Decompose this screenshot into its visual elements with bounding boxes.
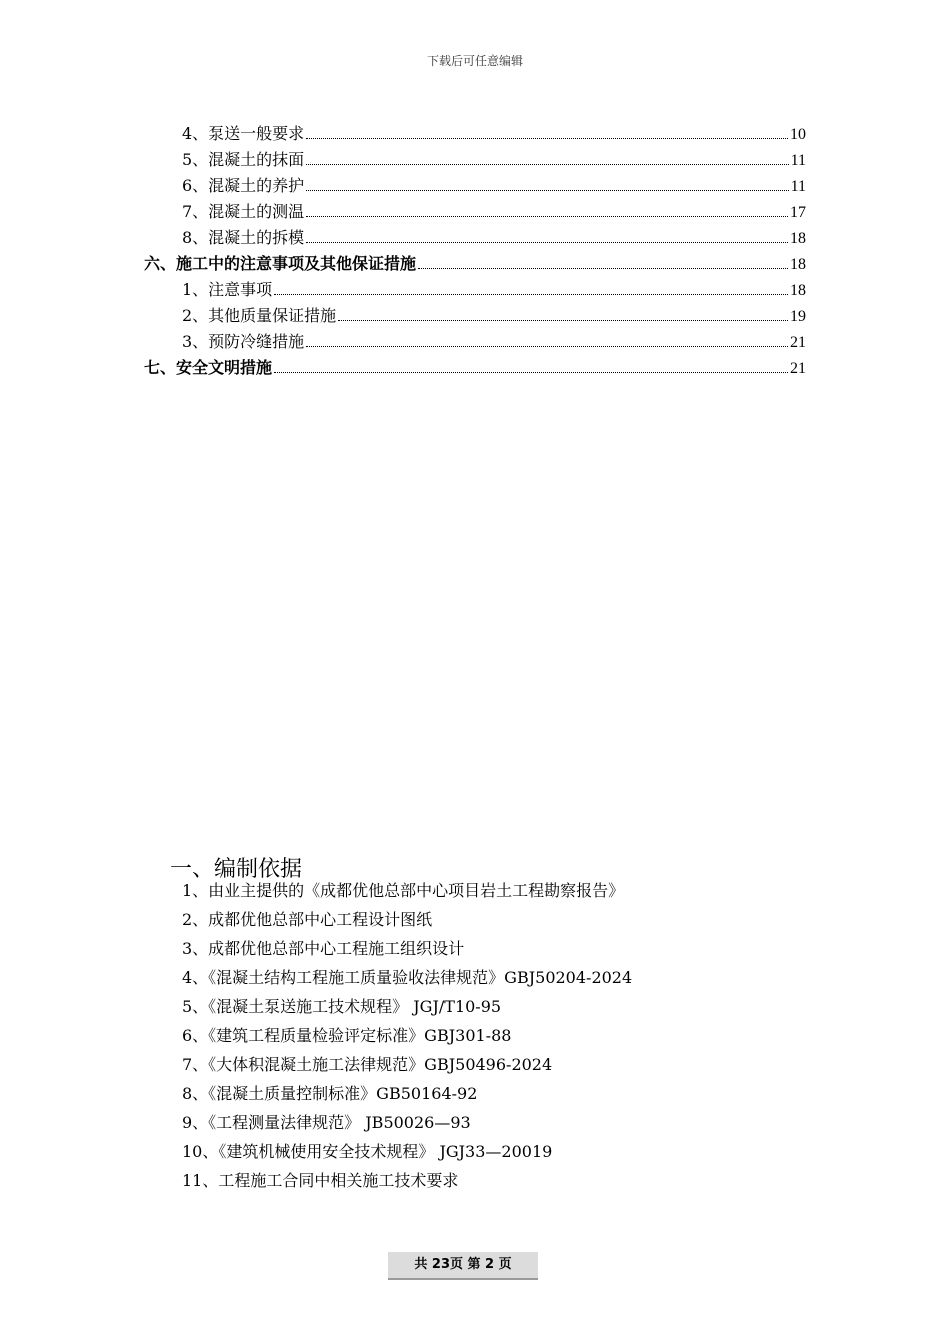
toc-entry-title: 2、其他质量保证措施 [182,306,337,325]
page-header: 下载后可任意编辑 [426,54,523,68]
toc-entry-title: 1、注意事项 [182,280,273,299]
toc-leader-dots [306,346,788,347]
toc-entry-page: 17 [790,204,806,221]
toc-entry-page: 18 [790,282,806,299]
toc-entry-title: 3、预防冷缝措施 [182,332,305,351]
basis-item: 11、工程施工合同中相关施工技术要求 [182,1171,459,1190]
section-title: 一、编制依据 [170,857,303,882]
toc-entry-page: 11 [790,152,806,169]
toc-leader-dots [306,164,788,165]
toc-leader-dots [306,138,788,139]
toc-entry-page: 11 [790,178,806,195]
basis-item: 10、《建筑机械使用安全技术规程》 JGJ33—20019 [182,1142,553,1161]
toc-entry-title: 5、混凝土的抹面 [182,150,305,169]
toc-entry[interactable] [182,170,806,196]
toc-leader-dots [274,372,788,373]
toc-entry[interactable] [182,274,806,300]
toc-entry-title: 6、混凝土的养护 [182,176,305,195]
basis-item: 1、由业主提供的《成都优他总部中心项目岩土工程勘察报告》 [182,881,625,900]
toc-entry-chapter[interactable] [144,352,806,378]
basis-item: 2、成都优他总部中心工程设计图纸 [182,910,433,929]
toc-entry[interactable] [182,326,806,352]
toc-entry-page: 18 [790,230,806,247]
toc-entry-title: 4、泵送一般要求 [182,124,305,143]
toc-entry[interactable] [182,118,806,144]
basis-item: 4、《混凝土结构工程施工质量验收法律规范》GBJ50204-2024 [182,968,633,987]
basis-item: 5、《混凝土泵送施工技术规程》 JGJ/T10-95 [182,997,502,1016]
toc-entry-page: 19 [790,308,806,325]
toc-leader-dots [306,242,788,243]
toc-entry-title: 7、混凝土的测温 [182,202,305,221]
toc-leader-dots [274,294,788,295]
toc-entry-page: 21 [790,360,806,377]
toc-leader-dots [306,216,788,217]
toc-entry-title: 七、安全文明措施 [144,358,273,377]
toc-leader-dots [306,190,788,191]
toc-entry[interactable] [182,144,806,170]
page-footer: 共 23页 第 2 页 [388,1252,538,1280]
basis-item: 6、《建筑工程质量检验评定标准》GBJ301-88 [182,1026,512,1045]
toc-leader-dots [338,320,788,321]
basis-item: 9、《工程测量法律规范》 JB50026—93 [182,1113,471,1132]
toc-entry-page: 10 [790,126,806,143]
toc-entry[interactable] [182,222,806,248]
toc-entry-page: 18 [790,256,806,273]
basis-item: 8、《混凝土质量控制标准》GB50164-92 [182,1084,478,1103]
toc-entry-page: 21 [790,334,806,351]
toc-entry-chapter[interactable] [144,248,806,274]
basis-item: 7、《大体积混凝土施工法律规范》GBJ50496-2024 [182,1055,553,1074]
toc-entry-title: 8、混凝土的拆模 [182,228,305,247]
basis-item: 3、成都优他总部中心工程施工组织设计 [182,939,465,958]
toc-entry[interactable] [182,196,806,222]
toc-leader-dots [418,268,788,269]
toc-entry[interactable] [182,300,806,326]
toc-entry-title: 六、施工中的注意事项及其他保证措施 [144,254,417,273]
